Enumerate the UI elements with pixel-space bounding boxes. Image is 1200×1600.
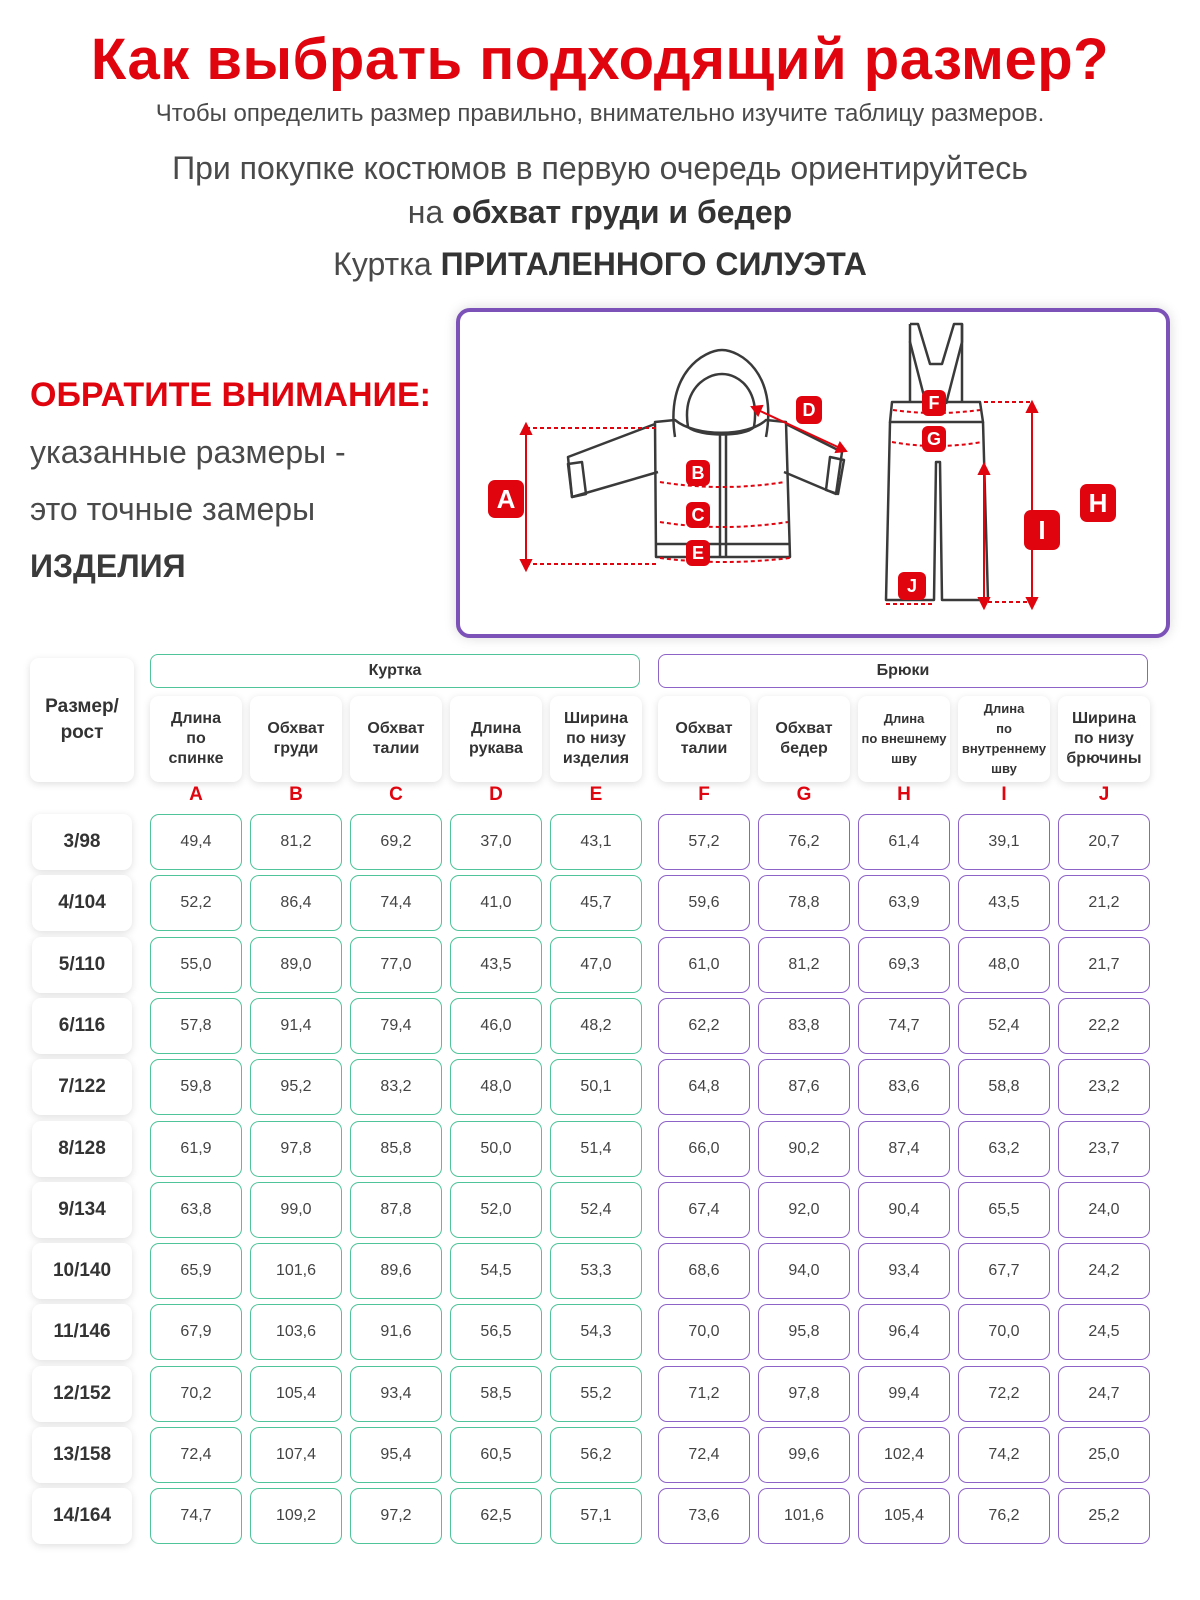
table-cell: 71,2 (658, 1366, 750, 1422)
column-header-e: Ширина по низу изделия (550, 696, 642, 782)
column-header-h: Длина по внешнему шву (858, 696, 950, 782)
table-cell: 93,4 (858, 1243, 950, 1299)
table-cell: 62,5 (450, 1488, 542, 1544)
fit-prefix: Куртка (333, 246, 441, 282)
table-cell: 63,8 (150, 1182, 242, 1238)
table-cell: 48,0 (450, 1059, 542, 1115)
measurement-dashes (526, 402, 1032, 604)
table-cell: 24,0 (1058, 1182, 1150, 1238)
table-cell: 20,7 (1058, 814, 1150, 870)
column-header-d: Длина рукава (450, 696, 542, 782)
table-cell: 101,6 (250, 1243, 342, 1299)
table-cell: 50,0 (450, 1121, 542, 1177)
diagram-label-g: G (922, 426, 946, 452)
table-cell: 87,6 (758, 1059, 850, 1115)
table-cell: 25,0 (1058, 1427, 1150, 1483)
table-cell: 69,2 (350, 814, 442, 870)
table-cell: 85,8 (350, 1121, 442, 1177)
note-line-3: ИЗДЕЛИЯ (30, 548, 186, 584)
table-cell: 93,4 (350, 1366, 442, 1422)
size-cell: 10/140 (32, 1243, 132, 1299)
diagram-label-i: I (1024, 510, 1060, 550)
table-cell: 74,7 (858, 998, 950, 1054)
table-cell: 43,5 (450, 937, 542, 993)
table-cell: 24,5 (1058, 1304, 1150, 1360)
table-cell: 24,7 (1058, 1366, 1150, 1422)
table-cell: 107,4 (250, 1427, 342, 1483)
table-cell: 103,6 (250, 1304, 342, 1360)
table-cell: 21,7 (1058, 937, 1150, 993)
table-cell: 105,4 (858, 1488, 950, 1544)
table-cell: 77,0 (350, 937, 442, 993)
table-cell: 86,4 (250, 875, 342, 931)
table-cell: 43,5 (958, 875, 1050, 931)
table-cell: 72,2 (958, 1366, 1050, 1422)
table-cell: 61,0 (658, 937, 750, 993)
size-column-header: Размер/ рост (30, 658, 134, 782)
table-cell: 43,1 (550, 814, 642, 870)
attention-note (30, 376, 450, 595)
table-cell: 46,0 (450, 998, 542, 1054)
table-cell: 97,8 (758, 1366, 850, 1422)
table-cell: 67,9 (150, 1304, 242, 1360)
table-cell: 73,6 (658, 1488, 750, 1544)
diagram-label-d: D (796, 396, 822, 424)
table-cell: 90,2 (758, 1121, 850, 1177)
table-cell: 65,5 (958, 1182, 1050, 1238)
table-cell: 76,2 (758, 814, 850, 870)
table-cell: 83,8 (758, 998, 850, 1054)
table-cell: 76,2 (958, 1488, 1050, 1544)
table-cell: 67,4 (658, 1182, 750, 1238)
advice-bold: обхват груди и бедер (452, 194, 793, 230)
advice-text (0, 146, 1200, 234)
table-cell: 56,2 (550, 1427, 642, 1483)
diagram-label-b: B (686, 460, 710, 486)
table-cell: 66,0 (658, 1121, 750, 1177)
advice-prefix: на (407, 194, 453, 230)
table-cell: 87,8 (350, 1182, 442, 1238)
table-cell: 91,4 (250, 998, 342, 1054)
size-table (30, 662, 1170, 1588)
table-cell: 54,3 (550, 1304, 642, 1360)
table-cell: 96,4 (858, 1304, 950, 1360)
table-cell: 57,1 (550, 1488, 642, 1544)
table-cell: 23,7 (1058, 1121, 1150, 1177)
table-cell: 68,6 (658, 1243, 750, 1299)
table-cell: 58,8 (958, 1059, 1050, 1115)
diagram-label-c: C (686, 502, 710, 528)
measurement-lines (521, 402, 1037, 608)
table-cell: 89,6 (350, 1243, 442, 1299)
column-letter-c: C (389, 784, 403, 805)
table-cell: 95,2 (250, 1059, 342, 1115)
table-cell: 45,7 (550, 875, 642, 931)
table-cell: 74,4 (350, 875, 442, 931)
column-letter-a: A (189, 784, 203, 805)
table-cell: 64,8 (658, 1059, 750, 1115)
table-cell: 55,0 (150, 937, 242, 993)
table-cell: 51,4 (550, 1121, 642, 1177)
size-cell: 4/104 (32, 875, 132, 931)
note-line-1: указанные размеры - (30, 434, 346, 470)
size-cell: 3/98 (32, 814, 132, 870)
table-cell: 74,7 (150, 1488, 242, 1544)
size-cell: 13/158 (32, 1427, 132, 1483)
table-cell: 105,4 (250, 1366, 342, 1422)
table-cell: 24,2 (1058, 1243, 1150, 1299)
table-cell: 102,4 (858, 1427, 950, 1483)
column-letter-f: F (698, 784, 710, 805)
table-cell: 79,4 (350, 998, 442, 1054)
table-cell: 22,2 (1058, 998, 1150, 1054)
column-letter-h: H (897, 784, 911, 805)
table-cell: 67,7 (958, 1243, 1050, 1299)
advice-line-1: При покупке костюмов в первую очередь ориентируйтесь (172, 150, 1028, 186)
fit-bold: ПРИТАЛЕННОГО СИЛУЭТА (440, 246, 867, 282)
table-cell: 57,8 (150, 998, 242, 1054)
table-cell: 91,6 (350, 1304, 442, 1360)
table-cell: 52,2 (150, 875, 242, 931)
garment-illustration (460, 312, 1166, 634)
size-cell: 12/152 (32, 1366, 132, 1422)
group-header-pants: Брюки (658, 654, 1148, 688)
column-letter-b: B (289, 784, 303, 805)
table-cell: 101,6 (758, 1488, 850, 1544)
table-cell: 62,2 (658, 998, 750, 1054)
table-cell: 78,8 (758, 875, 850, 931)
table-cell: 21,2 (1058, 875, 1150, 931)
table-cell: 95,8 (758, 1304, 850, 1360)
column-header-f: Обхват талии (658, 696, 750, 782)
table-cell: 87,4 (858, 1121, 950, 1177)
diagram-label-a: A (488, 480, 524, 518)
table-cell: 63,2 (958, 1121, 1050, 1177)
note-title: ОБРАТИТЕ ВНИМАНИЕ: (30, 376, 431, 414)
table-cell: 99,4 (858, 1366, 950, 1422)
table-cell: 99,6 (758, 1427, 850, 1483)
table-cell: 65,9 (150, 1243, 242, 1299)
table-cell: 81,2 (758, 937, 850, 993)
table-cell: 57,2 (658, 814, 750, 870)
table-cell: 59,6 (658, 875, 750, 931)
column-letter-e: E (589, 784, 603, 805)
diagram-label-h: H (1080, 484, 1116, 522)
table-cell: 47,0 (550, 937, 642, 993)
fit-text (0, 246, 1200, 283)
table-cell: 72,4 (658, 1427, 750, 1483)
column-letter-i: I (1001, 784, 1007, 805)
table-cell: 39,1 (958, 814, 1050, 870)
table-cell: 58,5 (450, 1366, 542, 1422)
table-cell: 69,3 (858, 937, 950, 993)
table-cell: 37,0 (450, 814, 542, 870)
table-cell: 83,6 (858, 1059, 950, 1115)
table-cell: 52,0 (450, 1182, 542, 1238)
pants-outline (886, 324, 988, 600)
table-cell: 56,5 (450, 1304, 542, 1360)
table-cell: 25,2 (1058, 1488, 1150, 1544)
column-header-b: Обхват груди (250, 696, 342, 782)
page-subtitle: Чтобы определить размер правильно, внимательно изучите таблицу размеров. (155, 100, 1045, 127)
table-cell: 59,8 (150, 1059, 242, 1115)
table-cell: 90,4 (858, 1182, 950, 1238)
table-cell: 48,2 (550, 998, 642, 1054)
diagram-label-f: F (922, 390, 946, 416)
size-cell: 7/122 (32, 1059, 132, 1115)
table-cell: 23,2 (1058, 1059, 1150, 1115)
table-cell: 61,4 (858, 814, 950, 870)
table-cell: 99,0 (250, 1182, 342, 1238)
table-cell: 55,2 (550, 1366, 642, 1422)
measurement-diagram (456, 308, 1170, 638)
column-letter-d: D (489, 784, 503, 805)
table-cell: 49,4 (150, 814, 242, 870)
advice-line-2 (0, 190, 1200, 234)
table-cell: 48,0 (958, 937, 1050, 993)
table-cell: 53,3 (550, 1243, 642, 1299)
table-cell: 70,2 (150, 1366, 242, 1422)
size-cell: 6/116 (32, 998, 132, 1054)
size-cell: 11/146 (32, 1304, 132, 1360)
table-cell: 50,1 (550, 1059, 642, 1115)
group-header-jacket: Куртка (150, 654, 640, 688)
table-cell: 89,0 (250, 937, 342, 993)
column-letter-g: G (796, 784, 812, 805)
column-header-i: Длина по внутреннему шву (958, 696, 1050, 782)
size-cell: 8/128 (32, 1121, 132, 1177)
column-header-a: Длина по спинке (150, 696, 242, 782)
table-cell: 52,4 (550, 1182, 642, 1238)
diagram-label-j: J (898, 572, 926, 600)
table-cell: 70,0 (958, 1304, 1050, 1360)
table-cell: 54,5 (450, 1243, 542, 1299)
diagram-label-e: E (686, 540, 710, 566)
table-cell: 70,0 (658, 1304, 750, 1360)
table-cell: 92,0 (758, 1182, 850, 1238)
table-cell: 95,4 (350, 1427, 442, 1483)
table-cell: 72,4 (150, 1427, 242, 1483)
size-cell: 9/134 (32, 1182, 132, 1238)
table-cell: 109,2 (250, 1488, 342, 1544)
table-cell: 41,0 (450, 875, 542, 931)
table-cell: 61,9 (150, 1121, 242, 1177)
table-cell: 83,2 (350, 1059, 442, 1115)
table-cell: 97,2 (350, 1488, 442, 1544)
table-cell: 63,9 (858, 875, 950, 931)
table-cell: 52,4 (958, 998, 1050, 1054)
size-cell: 5/110 (32, 937, 132, 993)
column-header-j: Ширина по низу брючины (1058, 696, 1150, 782)
page-title: Как выбрать подходящий размер? (90, 27, 1110, 92)
table-cell: 94,0 (758, 1243, 850, 1299)
column-header-c: Обхват талии (350, 696, 442, 782)
table-cell: 97,8 (250, 1121, 342, 1177)
table-cell: 74,2 (958, 1427, 1050, 1483)
note-line-2: это точные замеры (30, 491, 316, 527)
table-cell: 81,2 (250, 814, 342, 870)
column-header-g: Обхват бедер (758, 696, 850, 782)
size-cell: 14/164 (32, 1488, 132, 1544)
table-cell: 60,5 (450, 1427, 542, 1483)
column-letter-j: J (1098, 784, 1110, 805)
